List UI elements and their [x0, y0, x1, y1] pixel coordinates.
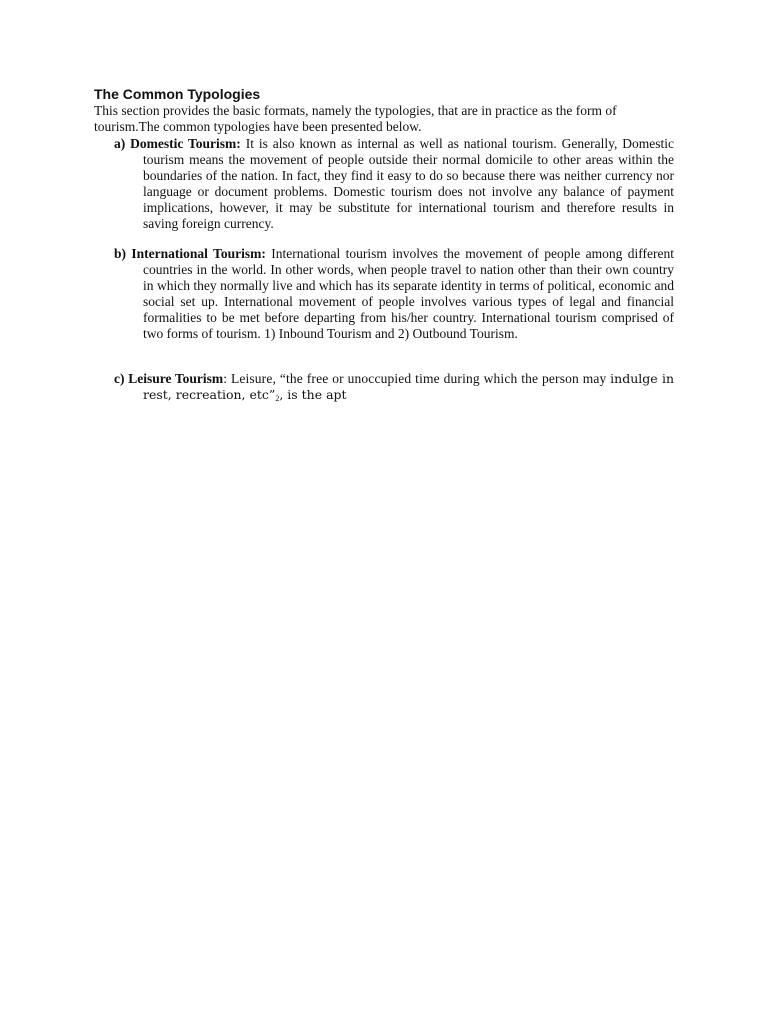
item-text: It is also known as internal as well as national tourism. Generally, Domestic tourism means the movement of people outside their normal domicile to other areas within the boundaries of the nation. In fact, they find it easy to do so because there was neither currency nor language or document problems. Domestic tourism does not involve any balance of payment implications, however, it may be substitute for international tourism and therefore results in saving foreign currency. [143, 136, 675, 231]
footnote-marker: 2 [275, 394, 280, 403]
item-title: Leisure Tourism [128, 371, 224, 386]
list-item-domestic-tourism [114, 136, 675, 232]
item-continuation: indulge in rest, recreation, etc” [143, 371, 675, 402]
item-title: International Tourism: [131, 246, 266, 261]
item-text: International tourism involves the movement of people among different countries in the world. In other words, when people travel to nation other than their own country in which they normally live and which has its separate identity in terms of political, economic and social set up. International movement of people involves various types of legal and financial formalities to be met before departing from his/her country. International tourism comprised of two forms of tourism. 1) Inbound Tourism and 2) Outbound Tourism. [143, 246, 674, 341]
list-item-international-tourism [114, 246, 674, 342]
item-marker: b) [114, 246, 127, 261]
list-item-leisure-tourism [114, 371, 675, 405]
section-heading: The Common Typologies [94, 86, 261, 102]
item-marker: a) [114, 136, 126, 151]
item-marker: c) [114, 371, 125, 386]
intro-paragraph: This section provides the basic formats, namely the typologies, that are in practice as the form of tourism.The common typologies have been presented below. [94, 103, 617, 134]
item-title: Domestic Tourism: [130, 136, 241, 151]
item-tail: , is the apt [279, 387, 347, 402]
item-text: : Leisure, “the free or unoccupied time during which the person may [223, 371, 607, 386]
